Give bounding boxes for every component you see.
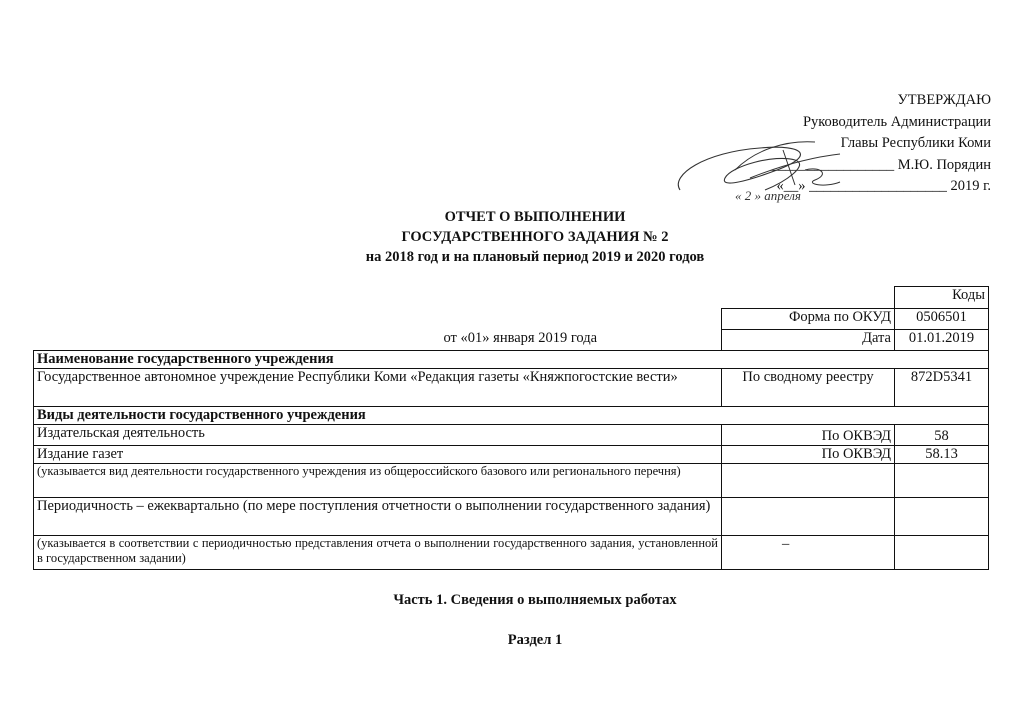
- approver-position-2: Главы Республики Коми: [840, 135, 991, 151]
- dash-mark: –: [722, 536, 895, 570]
- section-1-heading: Раздел 1: [507, 632, 563, 648]
- report-table: [33, 286, 989, 570]
- okved-value-2: 58.13: [895, 446, 989, 464]
- okved-label-1: По ОКВЭД: [722, 425, 895, 446]
- registry-label: По сводному реестру: [722, 369, 895, 407]
- title-line-2: ГОСУДАРСТВЕННОГО ЗАДАНИЯ № 2: [401, 229, 669, 245]
- activity-1: Издательская деятельность: [34, 425, 722, 446]
- institution-name: Государственное автономное учреждение Республики Коми «Редакция газеты «Княжпогостские вести»: [34, 369, 722, 407]
- date-value: 01.01.2019: [895, 330, 989, 351]
- approver-name-line: _________________ М.Ю. Порядин: [770, 156, 991, 173]
- registry-value: 872D5341: [895, 369, 989, 407]
- activity-note: (указывается вид деятельности государственного учреждения из общероссийского базового или регионального перечня): [34, 464, 722, 498]
- date-label: Дата: [722, 330, 895, 351]
- approver-name: М.Ю. Порядин: [897, 156, 991, 173]
- report-date: от «01» января 2019 года: [34, 330, 722, 351]
- okud-value: 0506501: [895, 309, 989, 330]
- title-line-3: на 2018 год и на плановый период 2019 и 2020 годов: [365, 249, 705, 265]
- signature-image: [665, 130, 895, 210]
- activity-2: Издание газет: [34, 446, 722, 464]
- approver-position-1: Руководитель Администрации: [802, 113, 991, 130]
- periodicity: Периодичность – ежеквартально (по мере поступления отчетности о выполнении государственного задания): [34, 498, 722, 536]
- okved-value-1: 58: [895, 425, 989, 446]
- okved-label-2: По ОКВЭД: [722, 446, 895, 464]
- approval-date-line: «__» ___________________ 2019 г.: [776, 178, 991, 194]
- periodicity-note: (указывается в соответствии с периодичностью представления отчета о выполнении государственного задания, установленной в государственном задании): [34, 536, 722, 570]
- codes-header: Коды: [895, 287, 989, 309]
- part-1-heading: Часть 1. Сведения о выполняемых работах: [393, 592, 677, 608]
- activity-header: Виды деятельности государственного учреждения: [34, 407, 989, 425]
- okud-label: Форма по ОКУД: [722, 309, 895, 330]
- institution-header: Наименование государственного учреждения: [34, 351, 989, 369]
- approve-label: УТВЕРЖДАЮ: [897, 92, 991, 108]
- title-line-1: ОТЧЕТ О ВЫПОЛНЕНИИ: [444, 209, 626, 225]
- report-title: [0, 207, 1024, 267]
- handwritten-date: « 2 » апреля: [735, 188, 801, 203]
